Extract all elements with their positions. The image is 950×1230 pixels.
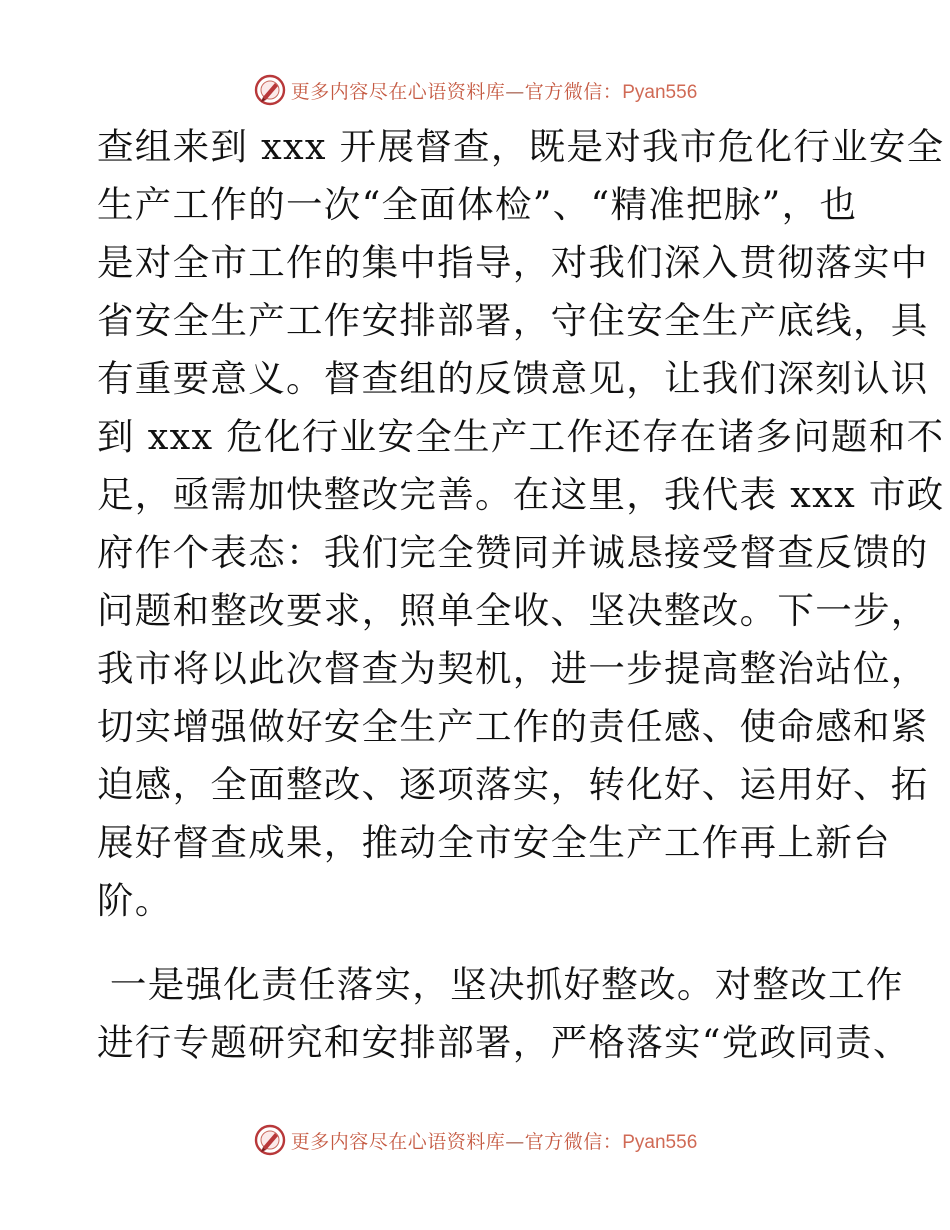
text-line: 问题和整改要求，照单全收、坚决整改。下一步， bbox=[97, 589, 929, 632]
text-line: 有重要意义。督查组的反馈意见，让我们深刻认识 bbox=[97, 357, 929, 400]
paragraph-2 bbox=[97, 956, 911, 1072]
text-line: 生产工作的一次“全面体检”、“精准把脉”，也 bbox=[97, 183, 858, 226]
text-line: 到 xxx 危化行业安全生产工作还存在诸多问题和不 bbox=[97, 415, 945, 458]
footer-banner bbox=[0, 1120, 950, 1160]
logo-pen-icon bbox=[253, 73, 287, 107]
header-banner-text: 更多内容尽在心语资料库—官方微信：Pyan556 bbox=[290, 80, 698, 103]
text-line: 查组来到 xxx 开展督查，既是对我市危化行业安全 bbox=[97, 125, 945, 168]
text-line: 进行专题研究和安排部署，严格落实“党政同责、 bbox=[97, 1021, 911, 1064]
header-banner bbox=[0, 70, 950, 110]
text-line: 省安全生产工作安排部署，守住安全生产底线，具 bbox=[97, 299, 929, 342]
paragraph-1 bbox=[97, 118, 945, 930]
footer-banner-text: 更多内容尽在心语资料库—官方微信：Pyan556 bbox=[290, 1130, 698, 1153]
text-line: 一是强化责任落实，坚决抓好整改。对整改工作 bbox=[97, 963, 904, 1006]
text-line: 府作个表态：我们完全赞同并诚恳接受督查反馈的 bbox=[97, 531, 929, 574]
text-line: 我市将以此次督查为契机，进一步提高整治站位， bbox=[97, 647, 929, 690]
document-body bbox=[97, 118, 945, 1072]
text-line: 足，亟需加快整改完善。在这里，我代表 xxx 市政 bbox=[97, 473, 945, 516]
text-line: 切实增强做好安全生产工作的责任感、使命感和紧 bbox=[97, 705, 929, 748]
text-line: 展好督查成果，推动全市安全生产工作再上新台 bbox=[97, 821, 891, 864]
paragraph-gap bbox=[97, 930, 857, 956]
text-line: 迫感，全面整改、逐项落实，转化好、运用好、拓 bbox=[97, 763, 929, 806]
text-line: 阶。 bbox=[97, 879, 173, 922]
logo-pen-icon bbox=[253, 1123, 287, 1157]
text-line: 是对全市工作的集中指导，对我们深入贯彻落实中 bbox=[97, 241, 929, 284]
